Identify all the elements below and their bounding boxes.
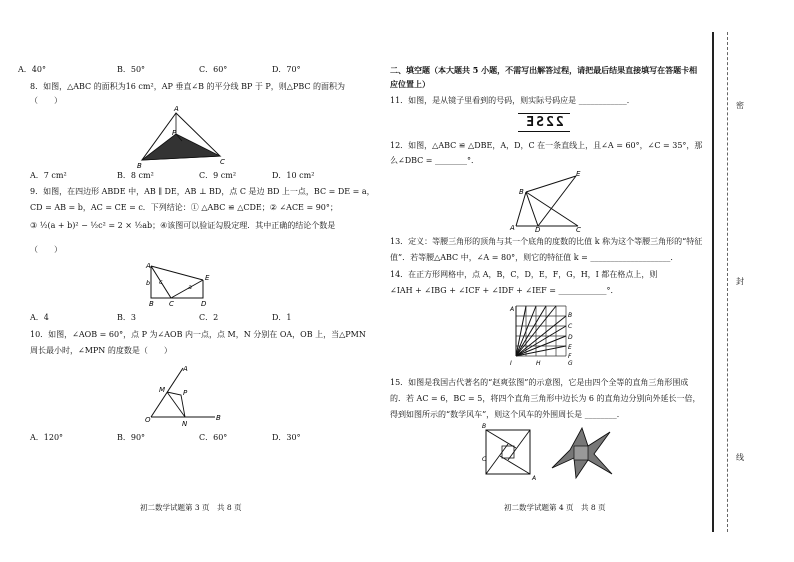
q8-option-b[interactable]: B．8 cm² <box>117 171 154 180</box>
q9-label-e: E <box>205 274 210 282</box>
margin-label-xian: 线 <box>736 453 744 462</box>
q12-line-bd <box>526 192 538 226</box>
q7-option-b[interactable]: B．50° <box>117 65 146 74</box>
right-page-footer: 初二数学试题第 4 页 共 8 页 <box>504 503 606 512</box>
q12-text-line1: 12．如图，△ABC ≌ △DBE，A，D，C 在一条直线上，且∠A = 60°，∠C = 35°，那 <box>390 141 703 150</box>
q9-label-a: A <box>146 262 151 270</box>
q9-option-d[interactable]: D．1 <box>272 313 292 322</box>
q14-label-e: E <box>568 344 572 351</box>
q15-windmill-center <box>574 446 588 460</box>
q13-text-line2: 值”．若等腰△ABC 中，∠A = 80°，则它的特征值 k = ____________________． <box>390 253 679 262</box>
q10-label-m: M <box>159 386 166 394</box>
q10-option-d[interactable]: D．30° <box>272 433 301 442</box>
q8-label-a: A <box>174 105 179 113</box>
q9-option-c[interactable]: C．2 <box>199 313 219 322</box>
q8-shaded-triangle-pbc <box>142 134 220 160</box>
q12-label-d: D <box>535 226 541 234</box>
q12-label-a: A <box>510 224 515 232</box>
q14-label-b: B <box>568 312 573 319</box>
q12-text-line2: 么∠DBC = ________°． <box>390 156 480 165</box>
q8-option-c[interactable]: C．9 cm² <box>199 171 237 180</box>
q10-text-line2: 周长最小时，∠MPN 的度数是（ ） <box>30 346 172 355</box>
q11-mirror-code: 22SE <box>524 115 564 130</box>
binding-border-line <box>712 32 714 532</box>
q15-text-line2: 的．若 AC = 6，BC = 5，将四个直角三角形中边长为 6 的直角边分别向外延长一倍， <box>390 394 701 403</box>
q9-text-line3: ③ ½(a + b)² − ½c² = 2 × ½ab；④该图可以验证勾股定理．其中正确的结论个数是 <box>30 221 336 230</box>
q9-text-line4: （ ） <box>30 245 62 254</box>
q8-text-line2: （ ） <box>30 96 62 105</box>
q9-text-line2: CD = AB = b，AC = CE = c．下列结论：① △ABC ≌ △CDE；② ∠ACE = 90°； <box>30 203 338 212</box>
q14-figure <box>506 302 578 368</box>
q10-label-n: N <box>182 420 188 428</box>
q13-text-line1: 13．定义：等腰三角形的顶角与其一个底角的度数的比值 k 称为这个等腰三角形的“特征 <box>390 237 703 246</box>
q15-windmill-figure <box>548 424 616 480</box>
q9-label-d: D <box>201 300 207 308</box>
q15-zhaoshuang-figure <box>478 424 542 480</box>
q7-option-d[interactable]: D．70° <box>272 65 301 74</box>
q14-label-i: I <box>510 360 512 367</box>
q12-line-be <box>526 176 576 192</box>
q8-label-b: B <box>137 162 142 170</box>
q14-rays <box>516 306 566 356</box>
q14-label-a: A <box>510 306 515 313</box>
q7-option-a[interactable]: A．40° <box>18 65 46 74</box>
q9-line-ce <box>171 280 203 298</box>
q9-label-c: C <box>169 300 174 308</box>
q10-option-a[interactable]: A．120° <box>30 433 64 442</box>
q15-label-c: C <box>482 456 487 463</box>
q15-label-b: B <box>482 423 487 430</box>
q10-label-p: P <box>183 389 188 397</box>
q8-label-p: P <box>172 129 177 137</box>
q14-label-f: F <box>568 353 572 360</box>
q9-label-side-b: b <box>146 279 151 287</box>
q7-option-c[interactable]: C．60° <box>199 65 228 74</box>
q14-text-line1: 14．在正方形网格中，点 A，B，C，D，E，F，G，H，I 都在格点上，则 <box>390 270 658 279</box>
q8-option-d[interactable]: D．10 cm² <box>272 171 315 180</box>
q15-inner-square <box>502 446 514 458</box>
q14-label-d: D <box>568 334 573 341</box>
q14-label-h: H <box>536 360 541 367</box>
q12-label-c: C <box>576 226 581 234</box>
q10-option-b[interactable]: B．90° <box>117 433 146 442</box>
section-title-line2: 应位置上） <box>390 79 430 89</box>
q8-option-a[interactable]: A．7 cm² <box>30 171 67 180</box>
q10-text-line1: 10．如图，∠AOB = 60°，点 P 为∠AOB 内一点，点 M，N 分别在 OA，OB 上，当△PMN <box>30 330 366 339</box>
q10-label-b: B <box>216 414 221 422</box>
q10-label-o: O <box>145 416 151 424</box>
q9-label-side-c: c <box>159 278 163 286</box>
q14-label-c: C <box>568 323 573 330</box>
q10-figure <box>145 362 225 427</box>
left-page-footer: 初二数学试题第 3 页 共 8 页 <box>140 503 242 512</box>
q9-figure <box>145 262 220 307</box>
q12-line-de <box>538 176 576 226</box>
q9-label-side-a: a <box>188 283 192 291</box>
q8-figure <box>130 105 230 170</box>
q15-outer-square <box>486 430 530 474</box>
q8-text-line1: 8．如图，△ABC 的面积为16 cm²，AP 垂直∠B 的平分线 BP 于 P，则△PBC 的面积为 <box>30 82 346 91</box>
q11-text: 11．如图，是从镜子里看到的号码，则实际号码应是 ____________． <box>390 96 635 105</box>
q10-label-a: A <box>183 365 188 373</box>
q14-label-g: G <box>568 360 573 367</box>
seal-dashed-line <box>727 32 728 532</box>
q12-figure <box>508 170 588 232</box>
q15-text-line1: 15．如图是我国古代著名的“赵爽弦图”的示意图，它是由四个全等的直角三角形围成 <box>390 378 689 387</box>
q12-line-ab <box>516 192 526 226</box>
q9-option-a[interactable]: A．4 <box>30 313 49 322</box>
q10-option-c[interactable]: C．60° <box>199 433 228 442</box>
section-title-line1: 二、填空题（本大题共 5 小题，不需写出解答过程，请把最后结果直接填写在答题卡相 <box>390 65 698 75</box>
q14-text-line2: ∠IAH + ∠IBG + ∠ICF + ∠IDF + ∠IEF = ____________°． <box>390 286 619 295</box>
q15-label-a: A <box>532 475 537 482</box>
q9-label-b: B <box>149 300 154 308</box>
q11-mirror-box <box>518 113 570 132</box>
q12-line-bc <box>526 192 578 226</box>
q12-label-b: B <box>519 188 524 196</box>
q12-label-e: E <box>576 170 581 178</box>
margin-label-feng: 封 <box>736 277 744 286</box>
margin-label-mi: 密 <box>736 101 744 110</box>
q9-option-b[interactable]: B．3 <box>117 313 136 322</box>
q8-label-c: C <box>220 158 225 166</box>
q15-text-line3: 得到如图所示的“数学风车”，则这个风车的外围周长是 ________． <box>390 410 625 419</box>
q9-text-line1: 9．如图，在四边形 ABDE 中，AB ∥ DE，AB ⊥ BD，点 C 是边 BD 上一点，BC = DE = a， <box>30 187 375 196</box>
